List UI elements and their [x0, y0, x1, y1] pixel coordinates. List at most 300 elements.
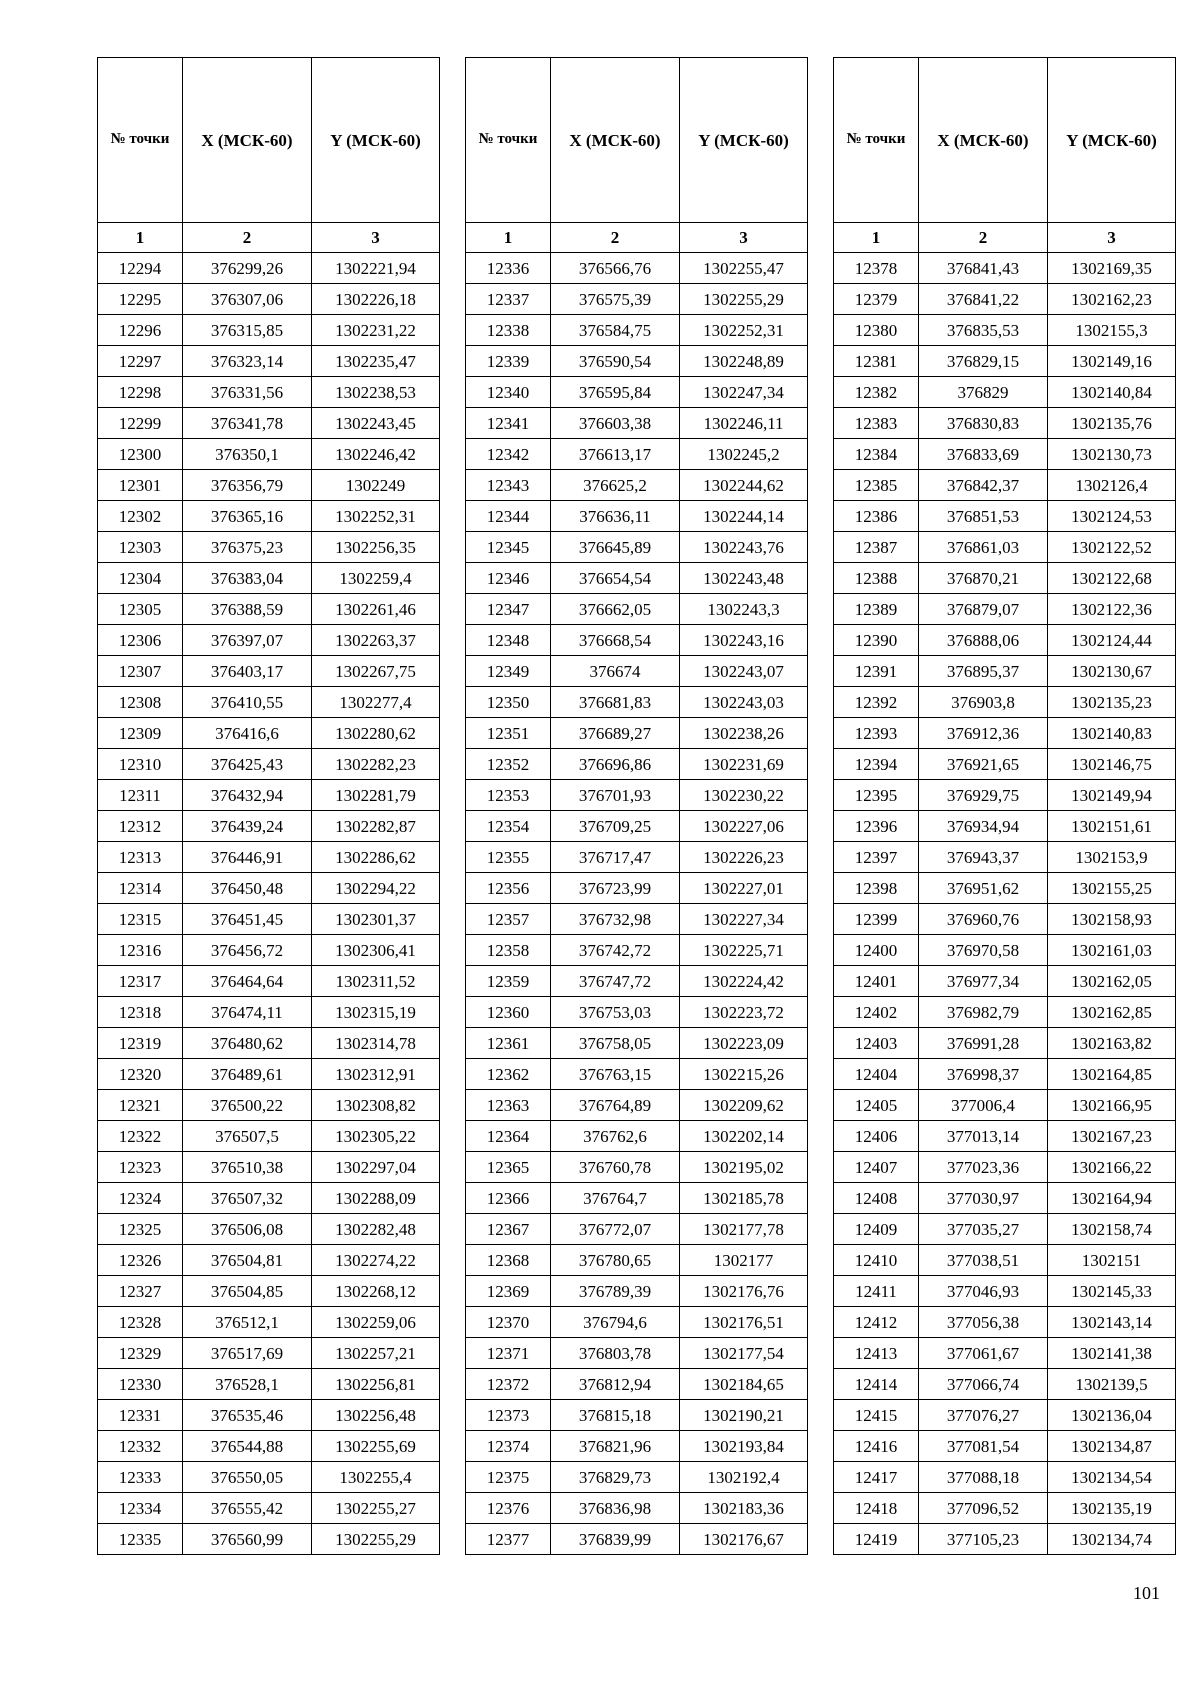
y-coordinate-cell: 1302267,75	[312, 656, 440, 687]
point-number-cell: 12335	[98, 1524, 183, 1555]
table-row	[98, 1369, 440, 1400]
x-coordinate-cell: 376403,17	[183, 656, 312, 687]
point-number-cell: 12314	[98, 873, 183, 904]
x-coordinate-cell: 376879,07	[919, 594, 1048, 625]
point-number-cell: 12301	[98, 470, 183, 501]
point-number-cell: 12298	[98, 377, 183, 408]
point-number-cell: 12414	[834, 1369, 919, 1400]
table-row	[466, 1400, 808, 1431]
y-coordinate-cell: 1302259,06	[312, 1307, 440, 1338]
x-coordinate-cell: 376803,78	[551, 1338, 680, 1369]
table-row	[466, 408, 808, 439]
table-row	[98, 1059, 440, 1090]
x-coordinate-cell: 376507,32	[183, 1183, 312, 1214]
x-coordinate-cell: 377066,74	[919, 1369, 1048, 1400]
y-coordinate-cell: 1302227,34	[680, 904, 808, 935]
point-number-cell: 12375	[466, 1462, 551, 1493]
y-coordinate-cell: 1302312,91	[312, 1059, 440, 1090]
point-number-cell: 12381	[834, 346, 919, 377]
x-coordinate-cell: 376839,99	[551, 1524, 680, 1555]
table-row	[466, 470, 808, 501]
table-row	[466, 904, 808, 935]
x-coordinate-cell: 376489,61	[183, 1059, 312, 1090]
x-coordinate-cell: 376397,07	[183, 625, 312, 656]
x-coordinate-cell: 376528,1	[183, 1369, 312, 1400]
table-row	[466, 1152, 808, 1183]
table-row	[98, 966, 440, 997]
column-index: 3	[680, 223, 808, 253]
x-coordinate-cell: 376895,37	[919, 656, 1048, 687]
point-number-cell: 12405	[834, 1090, 919, 1121]
y-coordinate-cell: 1302243,07	[680, 656, 808, 687]
y-coordinate-cell: 1302124,44	[1048, 625, 1176, 656]
y-coordinate-cell: 1302261,46	[312, 594, 440, 625]
x-coordinate-cell: 376323,14	[183, 346, 312, 377]
point-number-cell: 12306	[98, 625, 183, 656]
point-number-cell: 12352	[466, 749, 551, 780]
table-row	[98, 377, 440, 408]
x-coordinate-cell: 376812,94	[551, 1369, 680, 1400]
x-coordinate-cell: 377023,36	[919, 1152, 1048, 1183]
table-row	[98, 656, 440, 687]
y-coordinate-cell: 1302308,82	[312, 1090, 440, 1121]
y-coordinate-cell: 1302162,05	[1048, 966, 1176, 997]
table-row	[466, 1462, 808, 1493]
header-y: Y (МСК-60)	[312, 58, 440, 223]
y-coordinate-cell: 1302135,23	[1048, 687, 1176, 718]
y-coordinate-cell: 1302297,04	[312, 1152, 440, 1183]
point-number-cell: 12396	[834, 811, 919, 842]
column-index: 1	[98, 223, 183, 253]
table-row	[466, 1276, 808, 1307]
table-row	[466, 1307, 808, 1338]
y-coordinate-cell: 1302176,51	[680, 1307, 808, 1338]
y-coordinate-cell: 1302227,01	[680, 873, 808, 904]
table-row	[466, 1493, 808, 1524]
y-coordinate-cell: 1302190,21	[680, 1400, 808, 1431]
point-number-cell: 12302	[98, 501, 183, 532]
y-coordinate-cell: 1302227,06	[680, 811, 808, 842]
table-row	[98, 594, 440, 625]
x-coordinate-cell: 377096,52	[919, 1493, 1048, 1524]
y-coordinate-cell: 1302277,4	[312, 687, 440, 718]
table-row	[98, 842, 440, 873]
table-row	[834, 532, 1176, 563]
y-coordinate-cell: 1302164,94	[1048, 1183, 1176, 1214]
point-number-cell: 12320	[98, 1059, 183, 1090]
table-row	[466, 253, 808, 284]
column-index-row	[834, 223, 1176, 253]
column-index: 2	[919, 223, 1048, 253]
y-coordinate-cell: 1302126,4	[1048, 470, 1176, 501]
point-number-cell: 12378	[834, 253, 919, 284]
table-row	[834, 563, 1176, 594]
y-coordinate-cell: 1302256,48	[312, 1400, 440, 1431]
table-row	[466, 315, 808, 346]
y-coordinate-cell: 1302249	[312, 470, 440, 501]
x-coordinate-cell: 376365,16	[183, 501, 312, 532]
point-number-cell: 12400	[834, 935, 919, 966]
table-row	[834, 997, 1176, 1028]
table-row	[466, 1338, 808, 1369]
table-row	[834, 749, 1176, 780]
point-number-cell: 12324	[98, 1183, 183, 1214]
x-coordinate-cell: 377105,23	[919, 1524, 1048, 1555]
x-coordinate-cell: 376555,42	[183, 1493, 312, 1524]
point-number-cell: 12361	[466, 1028, 551, 1059]
y-coordinate-cell: 1302256,81	[312, 1369, 440, 1400]
table-row	[834, 904, 1176, 935]
x-coordinate-cell: 377038,51	[919, 1245, 1048, 1276]
point-number-cell: 12377	[466, 1524, 551, 1555]
point-number-cell: 12380	[834, 315, 919, 346]
x-coordinate-cell: 376780,65	[551, 1245, 680, 1276]
table-row	[834, 346, 1176, 377]
point-number-cell: 12390	[834, 625, 919, 656]
x-coordinate-cell: 376662,05	[551, 594, 680, 625]
y-coordinate-cell: 1302140,83	[1048, 718, 1176, 749]
table-row	[98, 346, 440, 377]
x-coordinate-cell: 376723,99	[551, 873, 680, 904]
point-number-cell: 12404	[834, 1059, 919, 1090]
y-coordinate-cell: 1302158,93	[1048, 904, 1176, 935]
table-row	[834, 408, 1176, 439]
y-coordinate-cell: 1302185,78	[680, 1183, 808, 1214]
table-row	[466, 1028, 808, 1059]
x-coordinate-cell: 377081,54	[919, 1431, 1048, 1462]
y-coordinate-cell: 1302305,22	[312, 1121, 440, 1152]
point-number-cell: 12353	[466, 780, 551, 811]
point-number-cell: 12343	[466, 470, 551, 501]
y-coordinate-cell: 1302176,76	[680, 1276, 808, 1307]
table-row	[98, 1152, 440, 1183]
x-coordinate-cell: 376439,24	[183, 811, 312, 842]
point-number-cell: 12407	[834, 1152, 919, 1183]
point-number-cell: 12310	[98, 749, 183, 780]
point-number-cell: 12348	[466, 625, 551, 656]
point-number-cell: 12323	[98, 1152, 183, 1183]
x-coordinate-cell: 376425,43	[183, 749, 312, 780]
point-number-cell: 12296	[98, 315, 183, 346]
point-number-cell: 12368	[466, 1245, 551, 1276]
x-coordinate-cell: 376307,06	[183, 284, 312, 315]
point-number-cell: 12346	[466, 563, 551, 594]
header-y: Y (МСК-60)	[1048, 58, 1176, 223]
y-coordinate-cell: 1302274,22	[312, 1245, 440, 1276]
point-number-cell: 12418	[834, 1493, 919, 1524]
x-coordinate-cell: 376912,36	[919, 718, 1048, 749]
point-number-cell: 12341	[466, 408, 551, 439]
header-row	[98, 58, 440, 223]
y-coordinate-cell: 1302243,03	[680, 687, 808, 718]
y-coordinate-cell: 1302166,95	[1048, 1090, 1176, 1121]
y-coordinate-cell: 1302143,14	[1048, 1307, 1176, 1338]
table-row	[98, 1090, 440, 1121]
y-coordinate-cell: 1302145,33	[1048, 1276, 1176, 1307]
y-coordinate-cell: 1302294,22	[312, 873, 440, 904]
table-row	[98, 253, 440, 284]
table-row	[98, 1462, 440, 1493]
table-row	[466, 594, 808, 625]
table-row	[466, 1245, 808, 1276]
x-coordinate-cell: 377076,27	[919, 1400, 1048, 1431]
table-row	[466, 532, 808, 563]
header-x: X (МСК-60)	[919, 58, 1048, 223]
x-coordinate-cell: 376870,21	[919, 563, 1048, 594]
point-number-cell: 12309	[98, 718, 183, 749]
point-number-cell: 12355	[466, 842, 551, 873]
y-coordinate-cell: 1302243,48	[680, 563, 808, 594]
y-coordinate-cell: 1302151,61	[1048, 811, 1176, 842]
column-index-row	[466, 223, 808, 253]
point-number-cell: 12401	[834, 966, 919, 997]
y-coordinate-cell: 1302231,69	[680, 749, 808, 780]
y-coordinate-cell: 1302248,89	[680, 346, 808, 377]
y-coordinate-cell: 1302135,19	[1048, 1493, 1176, 1524]
point-number-cell: 12379	[834, 284, 919, 315]
point-number-cell: 12411	[834, 1276, 919, 1307]
y-coordinate-cell: 1302136,04	[1048, 1400, 1176, 1431]
y-coordinate-cell: 1302311,52	[312, 966, 440, 997]
y-coordinate-cell: 1302135,76	[1048, 408, 1176, 439]
x-coordinate-cell: 376517,69	[183, 1338, 312, 1369]
point-number-cell: 12419	[834, 1524, 919, 1555]
table-row	[98, 1431, 440, 1462]
x-coordinate-cell: 376829,15	[919, 346, 1048, 377]
table-row	[834, 253, 1176, 284]
y-coordinate-cell: 1302223,09	[680, 1028, 808, 1059]
point-number-cell: 12391	[834, 656, 919, 687]
x-coordinate-cell: 376654,54	[551, 563, 680, 594]
header-x: X (МСК-60)	[183, 58, 312, 223]
x-coordinate-cell: 376388,59	[183, 594, 312, 625]
y-coordinate-cell: 1302139,5	[1048, 1369, 1176, 1400]
table-row	[98, 1276, 440, 1307]
point-number-cell: 12327	[98, 1276, 183, 1307]
point-number-cell: 12383	[834, 408, 919, 439]
point-number-cell: 12408	[834, 1183, 919, 1214]
point-number-cell: 12398	[834, 873, 919, 904]
x-coordinate-cell: 376764,7	[551, 1183, 680, 1214]
y-coordinate-cell: 1302280,62	[312, 718, 440, 749]
table-row	[98, 1121, 440, 1152]
x-coordinate-cell: 376674	[551, 656, 680, 687]
point-number-cell: 12392	[834, 687, 919, 718]
column-index: 3	[1048, 223, 1176, 253]
y-coordinate-cell: 1302268,12	[312, 1276, 440, 1307]
x-coordinate-cell: 376861,03	[919, 532, 1048, 563]
point-number-cell: 12336	[466, 253, 551, 284]
x-coordinate-cell: 376590,54	[551, 346, 680, 377]
y-coordinate-cell: 1302176,67	[680, 1524, 808, 1555]
table-row	[466, 656, 808, 687]
table-row	[834, 284, 1176, 315]
table-row	[466, 346, 808, 377]
x-coordinate-cell: 376550,05	[183, 1462, 312, 1493]
x-coordinate-cell: 376375,23	[183, 532, 312, 563]
x-coordinate-cell: 377035,27	[919, 1214, 1048, 1245]
x-coordinate-cell: 376410,55	[183, 687, 312, 718]
table-row	[98, 284, 440, 315]
table-row	[98, 501, 440, 532]
table-row	[466, 811, 808, 842]
table-row	[466, 563, 808, 594]
point-number-cell: 12313	[98, 842, 183, 873]
x-coordinate-cell: 376960,76	[919, 904, 1048, 935]
header-point-number: № точки	[98, 58, 183, 223]
point-number-cell: 12406	[834, 1121, 919, 1152]
point-number-cell: 12308	[98, 687, 183, 718]
point-number-cell: 12369	[466, 1276, 551, 1307]
x-coordinate-cell: 376504,81	[183, 1245, 312, 1276]
y-coordinate-cell: 1302209,62	[680, 1090, 808, 1121]
table-row	[98, 315, 440, 346]
point-number-cell: 12402	[834, 997, 919, 1028]
y-coordinate-cell: 1302195,02	[680, 1152, 808, 1183]
x-coordinate-cell: 376603,38	[551, 408, 680, 439]
table-row	[834, 501, 1176, 532]
point-number-cell: 12373	[466, 1400, 551, 1431]
header-y: Y (МСК-60)	[680, 58, 808, 223]
x-coordinate-cell: 376829,73	[551, 1462, 680, 1493]
table-row	[98, 1493, 440, 1524]
table-row	[98, 625, 440, 656]
table-row	[466, 1121, 808, 1152]
table-row	[98, 718, 440, 749]
x-coordinate-cell: 376921,65	[919, 749, 1048, 780]
table-row	[466, 687, 808, 718]
y-coordinate-cell: 1302244,62	[680, 470, 808, 501]
y-coordinate-cell: 1302192,4	[680, 1462, 808, 1493]
x-coordinate-cell: 376747,72	[551, 966, 680, 997]
point-number-cell: 12362	[466, 1059, 551, 1090]
point-number-cell: 12354	[466, 811, 551, 842]
point-number-cell: 12349	[466, 656, 551, 687]
y-coordinate-cell: 1302177,78	[680, 1214, 808, 1245]
y-coordinate-cell: 1302286,62	[312, 842, 440, 873]
y-coordinate-cell: 1302263,37	[312, 625, 440, 656]
y-coordinate-cell: 1302158,74	[1048, 1214, 1176, 1245]
x-coordinate-cell: 376507,5	[183, 1121, 312, 1152]
point-number-cell: 12357	[466, 904, 551, 935]
point-number-cell: 12294	[98, 253, 183, 284]
point-number-cell: 12364	[466, 1121, 551, 1152]
x-coordinate-cell: 376474,11	[183, 997, 312, 1028]
point-number-cell: 12318	[98, 997, 183, 1028]
coordinates-table-3	[833, 57, 1176, 1555]
x-coordinate-cell: 376815,18	[551, 1400, 680, 1431]
table-row	[834, 842, 1176, 873]
y-coordinate-cell: 1302140,84	[1048, 377, 1176, 408]
point-number-cell: 12367	[466, 1214, 551, 1245]
y-coordinate-cell: 1302255,29	[312, 1524, 440, 1555]
y-coordinate-cell: 1302246,42	[312, 439, 440, 470]
y-coordinate-cell: 1302166,22	[1048, 1152, 1176, 1183]
point-number-cell: 12347	[466, 594, 551, 625]
y-coordinate-cell: 1302124,53	[1048, 501, 1176, 532]
point-number-cell: 12416	[834, 1431, 919, 1462]
table-row	[466, 873, 808, 904]
y-coordinate-cell: 1302184,65	[680, 1369, 808, 1400]
y-coordinate-cell: 1302259,4	[312, 563, 440, 594]
point-number-cell: 12307	[98, 656, 183, 687]
table-row	[466, 284, 808, 315]
table-row	[98, 470, 440, 501]
x-coordinate-cell: 377006,4	[919, 1090, 1048, 1121]
table-row	[466, 501, 808, 532]
table-row	[834, 935, 1176, 966]
point-number-cell: 12387	[834, 532, 919, 563]
y-coordinate-cell: 1302134,74	[1048, 1524, 1176, 1555]
table-row	[466, 1183, 808, 1214]
point-number-cell: 12410	[834, 1245, 919, 1276]
y-coordinate-cell: 1302255,27	[312, 1493, 440, 1524]
y-coordinate-cell: 1302134,54	[1048, 1462, 1176, 1493]
y-coordinate-cell: 1302235,47	[312, 346, 440, 377]
point-number-cell: 12299	[98, 408, 183, 439]
x-coordinate-cell: 376851,53	[919, 501, 1048, 532]
header-point-number: № точки	[466, 58, 551, 223]
point-number-cell: 12303	[98, 532, 183, 563]
table-row	[834, 1400, 1176, 1431]
y-coordinate-cell: 1302243,45	[312, 408, 440, 439]
x-coordinate-cell: 376645,89	[551, 532, 680, 563]
x-coordinate-cell: 376595,84	[551, 377, 680, 408]
point-number-cell: 12395	[834, 780, 919, 811]
y-coordinate-cell: 1302164,85	[1048, 1059, 1176, 1090]
table-row	[466, 935, 808, 966]
y-coordinate-cell: 1302282,23	[312, 749, 440, 780]
point-number-cell: 12376	[466, 1493, 551, 1524]
x-coordinate-cell: 377056,38	[919, 1307, 1048, 1338]
x-coordinate-cell: 376681,83	[551, 687, 680, 718]
point-number-cell: 12403	[834, 1028, 919, 1059]
x-coordinate-cell: 376732,98	[551, 904, 680, 935]
y-coordinate-cell: 1302146,75	[1048, 749, 1176, 780]
table-row	[834, 1183, 1176, 1214]
x-coordinate-cell: 376772,07	[551, 1214, 680, 1245]
table-row	[834, 439, 1176, 470]
point-number-cell: 12325	[98, 1214, 183, 1245]
x-coordinate-cell: 376841,43	[919, 253, 1048, 284]
point-number-cell: 12344	[466, 501, 551, 532]
point-number-cell: 12360	[466, 997, 551, 1028]
x-coordinate-cell: 377030,97	[919, 1183, 1048, 1214]
x-coordinate-cell: 376451,45	[183, 904, 312, 935]
x-coordinate-cell: 376584,75	[551, 315, 680, 346]
x-coordinate-cell: 376977,34	[919, 966, 1048, 997]
x-coordinate-cell: 376888,06	[919, 625, 1048, 656]
table-row	[466, 1524, 808, 1555]
y-coordinate-cell: 1302238,26	[680, 718, 808, 749]
y-coordinate-cell: 1302255,4	[312, 1462, 440, 1493]
y-coordinate-cell: 1302226,23	[680, 842, 808, 873]
table-row	[834, 1493, 1176, 1524]
x-coordinate-cell: 376504,85	[183, 1276, 312, 1307]
y-coordinate-cell: 1302161,03	[1048, 935, 1176, 966]
point-number-cell: 12356	[466, 873, 551, 904]
y-coordinate-cell: 1302255,47	[680, 253, 808, 284]
point-number-cell: 12328	[98, 1307, 183, 1338]
column-index-row	[98, 223, 440, 253]
point-number-cell: 12311	[98, 780, 183, 811]
x-coordinate-cell: 376951,62	[919, 873, 1048, 904]
y-coordinate-cell: 1302224,42	[680, 966, 808, 997]
y-coordinate-cell: 1302202,14	[680, 1121, 808, 1152]
y-coordinate-cell: 1302288,09	[312, 1183, 440, 1214]
x-coordinate-cell: 376934,94	[919, 811, 1048, 842]
point-number-cell: 12340	[466, 377, 551, 408]
